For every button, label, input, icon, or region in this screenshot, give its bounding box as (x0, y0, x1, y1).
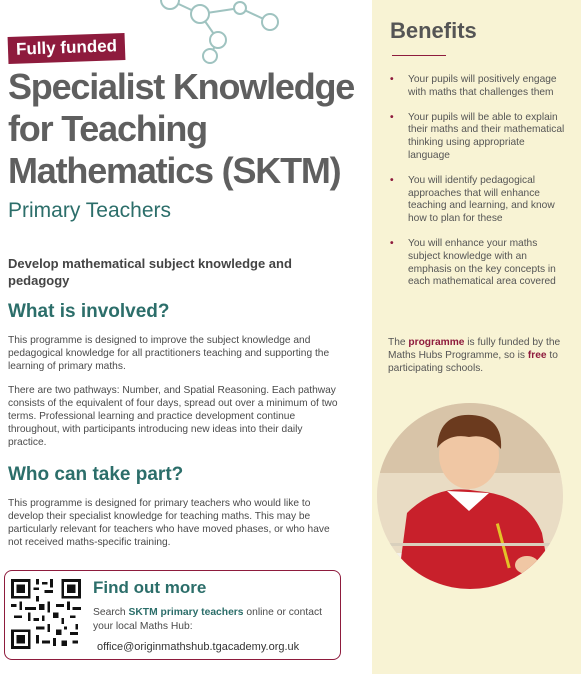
network-decoration (140, 0, 290, 66)
lead-text: Develop mathematical subject knowledge and pedagogy (8, 256, 292, 288)
search-term: SKTM primary teachers (128, 607, 244, 618)
bullet-icon: • (390, 174, 394, 186)
what-is-involved-heading: What is involved? (8, 301, 170, 322)
pupil-photo (377, 403, 563, 589)
benefits-list (386, 74, 566, 301)
who-paragraph: This programme is designed for primary teachers who would like to develop their specialist knowledge for teaching maths. This may be particularly relevant for teachers who have moved phases, or who have not received maths-specific training. (8, 498, 330, 548)
benefits-heading: Benefits (390, 18, 477, 43)
title-line-2: for Teaching (8, 108, 207, 149)
contact-email-link[interactable]: office@originmathshub.tgacademy.org.uk (97, 641, 300, 653)
benefit-item: • You will enhance your maths subject knowledge with an emphasis on the key concepts in each mathematical area covered (390, 237, 556, 288)
title-line-1: Specialist Knowledge (8, 66, 355, 107)
find-out-more-heading: Find out more (93, 578, 207, 597)
bullet-icon: • (390, 237, 394, 249)
benefit-item: • You will identify pedagogical approaches that will enhance teaching and learning, and know how to plan for these (390, 174, 555, 225)
qr-code-icon[interactable] (11, 579, 81, 649)
find-out-more-box (4, 570, 341, 660)
subtitle: Primary Teachers (8, 199, 171, 222)
fully-funded-badge: Fully funded (8, 33, 126, 64)
benefit-item: • Your pupils will be able to explain their maths and their mathematical thinking using appropriate language (390, 111, 565, 161)
page-title (8, 66, 368, 192)
benefit-item: • Your pupils will positively engage with maths that challenges them (390, 74, 557, 98)
find-out-more-text: Search SKTM primary teachers online or contact your local Maths Hub: (93, 607, 322, 632)
bullet-icon: • (390, 74, 394, 85)
heading-divider (392, 55, 446, 56)
funding-note: The programme is fully funded by the Maths Hubs Programme, so is free to participating schools. (388, 337, 561, 374)
involved-paragraph-2: There are two pathways: Number, and Spatial Reasoning. Each pathway consists of the equivalent of four days, spread out over a minimum of two terms. Professional learning and practice development continue throughout, with participants introducing new ideas into their daily practice. (8, 385, 338, 448)
bullet-icon: • (390, 111, 394, 123)
title-line-3: Mathematics (SKTM) (8, 150, 341, 191)
involved-paragraph-1: This programme is designed to improve the subject knowledge and pedagogical knowledge for all practitioners teaching and supporting the learning of primary maths. (8, 335, 330, 372)
who-can-take-part-heading: Who can take part? (8, 464, 184, 485)
